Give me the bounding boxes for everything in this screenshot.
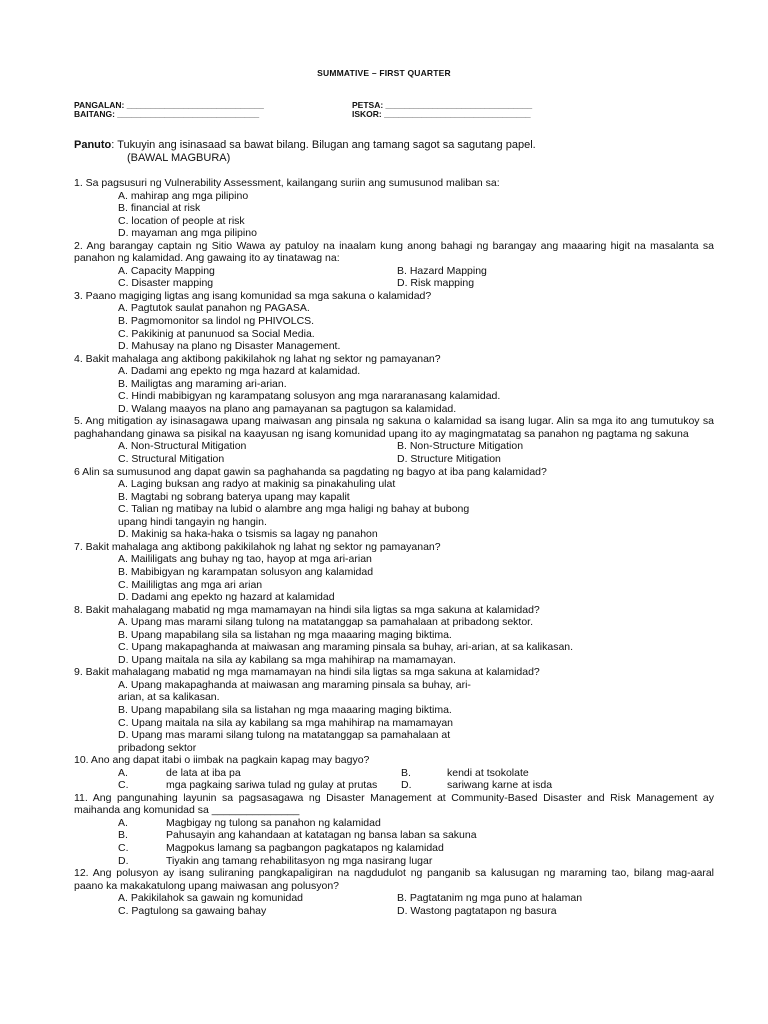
question-item [74,666,714,754]
answer-row [74,767,714,780]
answer-option: A. Upang makapaghanda at maiwasan ang maraming pinsala sa buhay, ari- [118,678,471,691]
answer-row [74,265,714,278]
option-letter: A. [118,816,128,829]
answer-option: A. Capacity Mapping [118,264,215,277]
question-stem: 5. Ang mitigation ay isinasagawa upang maiwasan ang pinsala ng sakuna o kalamidad sa isang lugar. Alin sa mga ito ang tumutukoy sa paghahandang ginawa sa pisikal na kaayusan ng isang komunidad upang ito ay magingmatatag sa panahon ng pagtama ng sakuna [74,415,714,440]
question-item [74,466,714,541]
answer-option: B. financial at risk [118,202,201,215]
pangalan-field: PANGALAN: _____________________________ [74,100,264,110]
question-item [74,541,714,604]
question-item [74,867,714,917]
question-stem: 1. Sa pagsusuri ng Vulnerability Assessment, kailangang suriin ang sumusunod maliban sa: [74,177,500,189]
question-item [74,754,714,792]
answer-option: D. Upang mas marami silang tulong na matatanggap sa pamahalaan at [118,729,451,742]
answer-option: D. Dadami ang epekto ng hazard at kalamidad [118,591,335,604]
answer-option: Pahusayin ang kahandaan at katatagan ng bansa laban sa sakuna [166,829,477,842]
answer-option: sariwang karne at isda [447,779,553,792]
answer-option: B. Hazard Mapping [397,264,487,277]
answer-option: B. Pagtatanim ng mga puno at halaman [397,892,583,905]
answer-option: upang hindi tangayin ng hangin. [118,515,267,528]
question-stem: 12. Ang polusyon ay isang suliraning pangkapaligiran na nagdudulot ng panganib sa kalusugan ng maraming tao, bilang mag-aaral paano ka makakatulong upang maiwasan ang polusyon? [74,867,714,892]
answer-option: A. Laging buksan ang radyo at makinig sa pinakahuling ulat [118,478,396,491]
question-stem: 2. Ang barangay captain ng Sitio Wawa ay patuloy na inaalam kung anong bahagi ng barangay ang maaaring higit na masalanta sa panahon ng kalamidad. Ang gawaing ito ay tinatawag na: [74,239,714,265]
option-letter: B. [401,766,411,779]
answer-option: C. Disaster mapping [118,277,214,290]
question-stem: 11. Ang pangunahing layunin sa pagsasagawa ng Disaster Management at Community-Based Disaster and Risk Management ay maihanda ang komunidad sa _______________ [74,791,714,817]
option-letter: B. [118,829,128,842]
answer-row [74,817,714,830]
answer-row [74,892,714,905]
answer-option: C. Upang maitala na sila ay kabilang sa mga mahihirap na mamamayan [118,716,454,729]
answer-option: A. Pagtutok saulat panahon ng PAGASA. [118,302,310,315]
answer-option: C. Maililigtas ang mga ari arian [118,578,263,591]
instructions-text: : Tukuyin ang isinasaad sa bawat bilang. Bilugan ang tamang sagot sa sagutang papel. [111,139,536,151]
instructions-label: Panuto [74,139,112,151]
question-list [74,177,714,917]
iskor-field: ISKOR: _______________________________ [352,109,531,119]
answer-option: A. Maililigats ang buhay ng tao, hayop at mga ari-arian [118,553,372,566]
answer-row [74,855,714,868]
option-letter: C. [118,841,129,854]
question-item [74,240,714,290]
answer-row [74,277,714,290]
answer-option: A. Non-Structural Mitigation [118,440,247,453]
answer-option: A. mahirap ang mga pilipino [118,189,249,202]
answer-row [74,453,714,466]
answer-option: C. Structural Mitigation [118,453,225,466]
answer-option: C. location of people at risk [118,214,245,227]
instructions-note: (BAWAL MAGBURA) [127,151,231,164]
question-stem: 3. Paano magiging ligtas ang isang komunidad sa mga sakuna o kalamidad? [74,289,432,302]
question-stem: 10. Ano ang dapat itabi o iimbak na pagkain kapag may bagyo? [74,754,370,767]
answer-option: D. Risk mapping [397,277,475,290]
answer-option: mga pagkaing sariwa tulad ng gulay at prutas [166,779,378,792]
question-stem: 8. Bakit mahalagang mabatid ng mga mamamayan na hindi sila ligtas sa mga sakuna at kalamidad? [74,603,540,616]
question-item [74,290,714,353]
answer-option: B. Mabibigyan ng karampatan solusyon ang kalamidad [118,565,374,578]
answer-option: B. Pagmomonitor sa lindol ng PHIVOLCS. [118,315,315,328]
baitang-field: BAITANG: ______________________________ [74,109,260,119]
answer-row [74,779,714,792]
answer-option: C. Pagtulong sa gawaing bahay [118,904,267,917]
answer-option: A. Dadami ang epekto ng mga hazard at kalamidad. [118,365,361,378]
question-stem: 4. Bakit mahalaga ang aktibong pakikilahok ng lahat ng sektor ng pamayanan? [74,352,441,365]
answer-option: A. Pakikilahok sa gawain ng komunidad [118,892,304,905]
answer-option: B. Magtabi ng sobrang baterya upang may kapalit [118,490,350,503]
question-item [74,604,714,667]
answer-option: B. Upang mapabilang sila sa listahan ng mga maaaring maging biktima. [118,628,452,641]
answer-option: kendi at tsokolate [447,766,529,779]
answer-option: de lata at iba pa [166,766,241,779]
question-stem: 6 Alin sa sumusunod ang dapat gawin sa paghahanda sa pagdating ng bagyo at iba pang kalamidad? [74,465,547,478]
option-letter: C. [118,779,129,792]
answer-option: C. Upang makapaghanda at maiwasan ang maraming pinsala sa buhay, ari-arian, at sa kalikasan. [118,641,574,654]
answer-option: D. Makinig sa haka-haka o tsismis sa lagay ng panahon [118,528,378,541]
answer-option: B. Upang mapabilang sila sa listahan ng mga maaaring maging biktima. [118,703,452,716]
answer-option: D. Walang maayos na plano ang pamayanan sa pagtugon sa kalamidad. [118,402,457,415]
answer-option: arian, at sa kalikasan. [118,691,220,704]
answer-option: B. Non-Structure Mitigation [397,440,524,453]
answer-row [74,842,714,855]
instructions [74,139,714,164]
answer-option: C. Hindi mabibigyan ng karampatang solusyon ang mga nararanasang kalamidad. [118,390,501,403]
question-item [74,792,714,867]
answer-row [74,829,714,842]
answer-option: C. Pakikinig at panunuod sa Social Media. [118,327,315,340]
petsa-field: PETSA: _______________________________ [352,100,533,110]
answer-option: D. mayaman ang mga pilipino [118,227,257,240]
answer-option: pribadong sektor [118,741,197,754]
answer-option: D. Structure Mitigation [397,453,501,466]
exam-title: SUMMATIVE – FIRST QUARTER [317,68,451,78]
option-letter: D. [118,854,129,867]
answer-option: C. Talian ng matibay na lubid o alambre ang mga haligi ng bahay at bubong [118,503,470,516]
question-stem: 9. Bakit mahalagang mabatid ng mga mamamayan na hindi sila ligtas sa mga sakuna at kalamidad? [74,666,540,679]
answer-option: Tiyakin ang tamang rehabilitasyon ng mga nasirang lugar [166,854,433,867]
answer-row [74,440,714,453]
answer-option: D. Wastong pagtatapon ng basura [397,904,557,917]
answer-option: B. Mailigtas ang maraming ari-arian. [118,377,287,390]
answer-row [74,905,714,918]
question-item [74,177,714,240]
answer-option: Magbigay ng tulong sa panahon ng kalamidad [166,816,381,829]
answer-option: Magpokus lamang sa pagbangon pagkatapos ng kalamidad [166,841,444,854]
answer-option: D. Upang maitala na sila ay kabilang sa mga mahihirap na mamamayan. [118,653,456,666]
question-item [74,353,714,416]
question-item [74,415,714,465]
option-letter: D. [401,779,412,792]
option-letter: A. [118,766,128,779]
answer-option: A. Upang mas marami silang tulong na matatanggap sa pamahalaan at pribadong sektor. [118,616,534,629]
question-stem: 7. Bakit mahalaga ang aktibong pakikilahok ng lahat ng sektor ng pamayanan? [74,540,441,553]
answer-option: D. Mahusay na plano ng Disaster Management. [118,340,341,353]
